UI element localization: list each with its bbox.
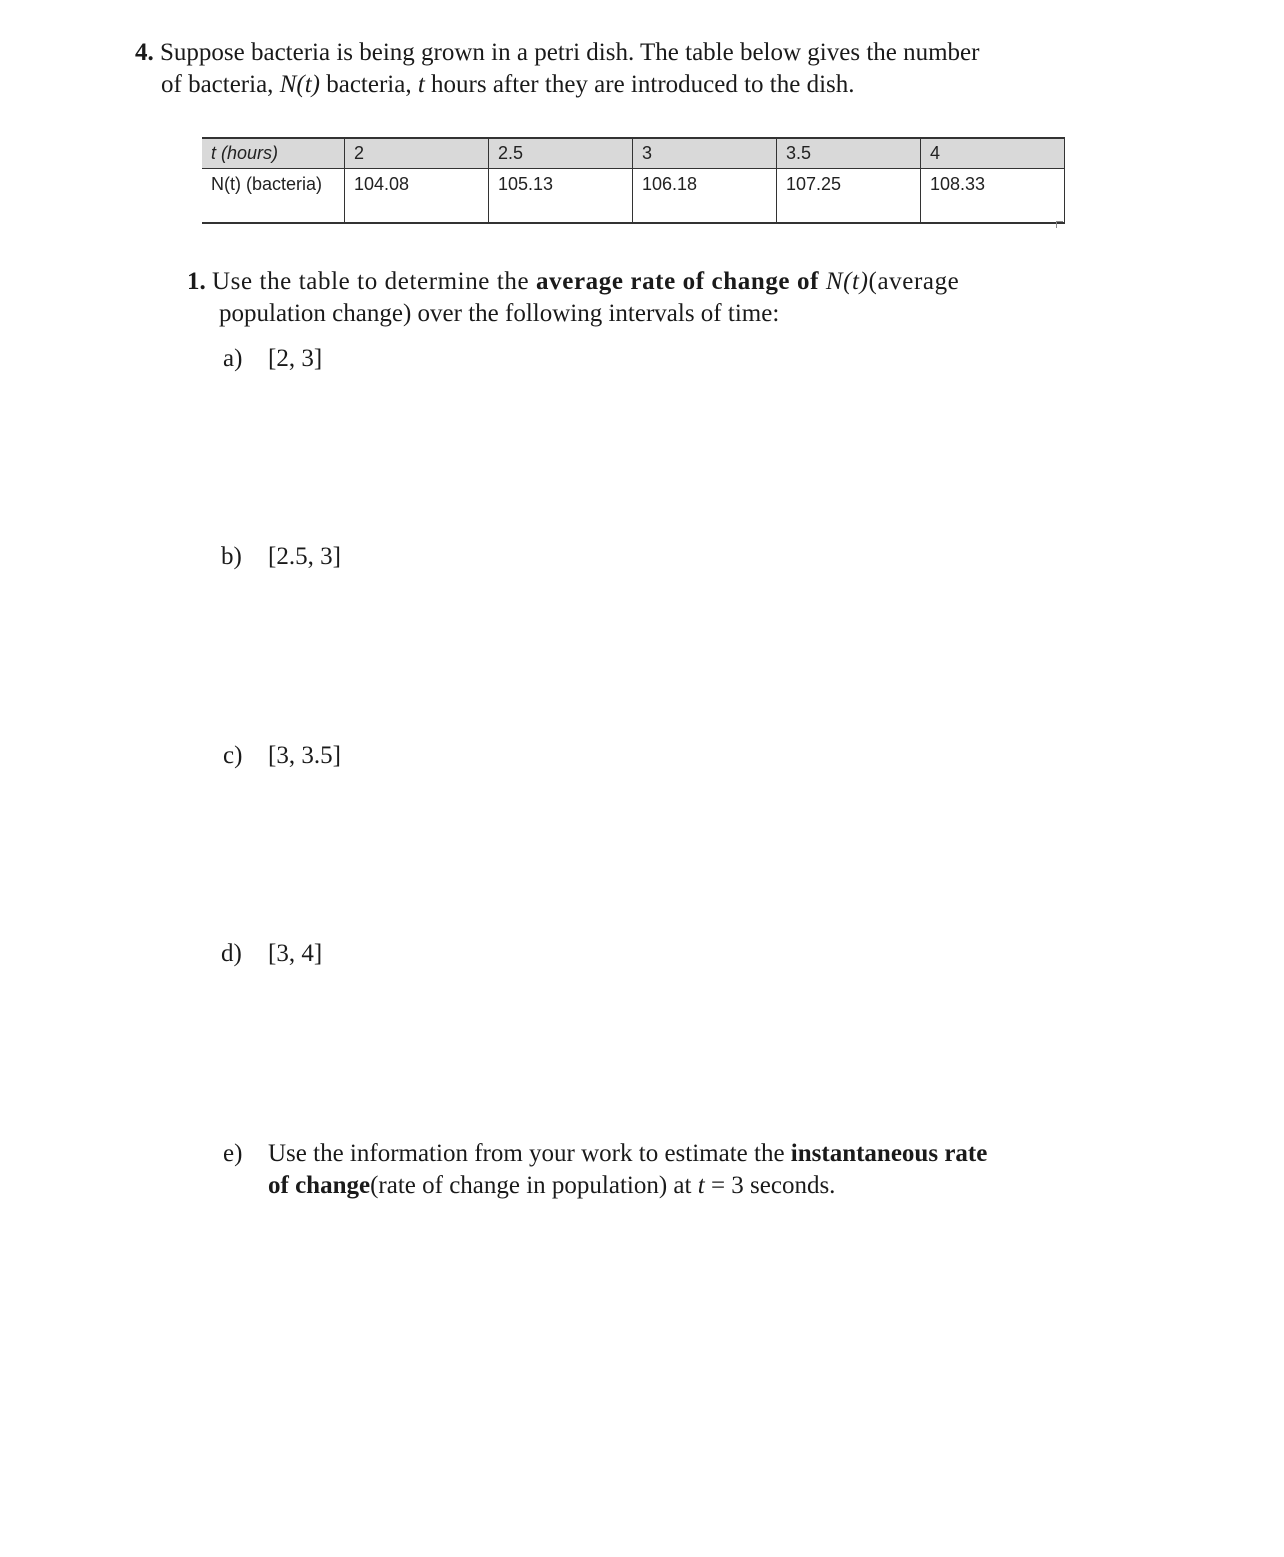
table-cell: 3 xyxy=(633,138,777,169)
table-cell: 2.5 xyxy=(489,138,633,169)
problem-number: 4. xyxy=(135,39,154,66)
question-text-part: Use the table to determine the xyxy=(212,268,537,295)
table-cell: 108.33 xyxy=(921,169,1065,224)
function-notation: N(t) xyxy=(825,268,869,295)
problem-line-2 xyxy=(161,69,855,101)
table-cell: 3.5 xyxy=(777,138,921,169)
question-bold-text: average rate of change of xyxy=(536,268,826,295)
problem-text-part: hours after they are introduced to the dish. xyxy=(424,71,855,98)
table-cell: 107.25 xyxy=(777,169,921,224)
part-e-text: = 3 seconds. xyxy=(704,1172,836,1199)
problem-text-part: bacteria, xyxy=(319,71,418,98)
question-1-line-1 xyxy=(187,266,959,298)
table-cell: 2 xyxy=(345,138,489,169)
interval-d: [3, 4] xyxy=(268,940,323,967)
part-e-text: (rate of change in population) at xyxy=(370,1172,698,1199)
part-label-e: e) xyxy=(223,1140,243,1167)
interval-c: [3, 3.5] xyxy=(268,742,341,769)
part-e-bold-text: instantaneous rate xyxy=(790,1140,988,1167)
part-e-line-1 xyxy=(268,1138,987,1170)
problem-line-1 xyxy=(135,37,979,69)
variable-t: t xyxy=(697,1172,705,1199)
part-e-text: Use the information from your work to estimate the xyxy=(268,1140,791,1167)
table-cell: 106.18 xyxy=(633,169,777,224)
part-label-d: d) xyxy=(221,940,242,967)
question-number: 1. xyxy=(187,268,206,295)
table-row-time xyxy=(202,138,1065,169)
interval-b: [2.5, 3] xyxy=(268,543,341,570)
variable-t: t xyxy=(417,71,425,98)
table-cell: 104.08 xyxy=(345,169,489,224)
data-table xyxy=(202,137,1065,224)
corner-mark xyxy=(1056,221,1063,228)
problem-text-line1: Suppose bacteria is being grown in a petri dish. The table below gives the number xyxy=(160,39,980,66)
part-e-bold-text: of change xyxy=(268,1172,371,1199)
interval-a: [2, 3] xyxy=(268,345,323,372)
function-notation: N(t) xyxy=(279,71,320,98)
part-label-b: b) xyxy=(221,543,242,570)
part-label-a: a) xyxy=(223,345,243,372)
row-header-time: t (hours) xyxy=(202,138,345,169)
question-text-part: (average xyxy=(868,268,960,295)
problem-text-part: of bacteria, xyxy=(161,71,280,98)
part-label-c: c) xyxy=(223,742,243,769)
table-cell: 4 xyxy=(921,138,1065,169)
part-e-line-2 xyxy=(268,1170,835,1202)
table-cell: 105.13 xyxy=(489,169,633,224)
row-header-bacteria: N(t) (bacteria) xyxy=(202,169,345,224)
question-1-line-2: population change) over the following intervals of time: xyxy=(219,300,780,327)
table-row-bacteria xyxy=(202,169,1065,224)
